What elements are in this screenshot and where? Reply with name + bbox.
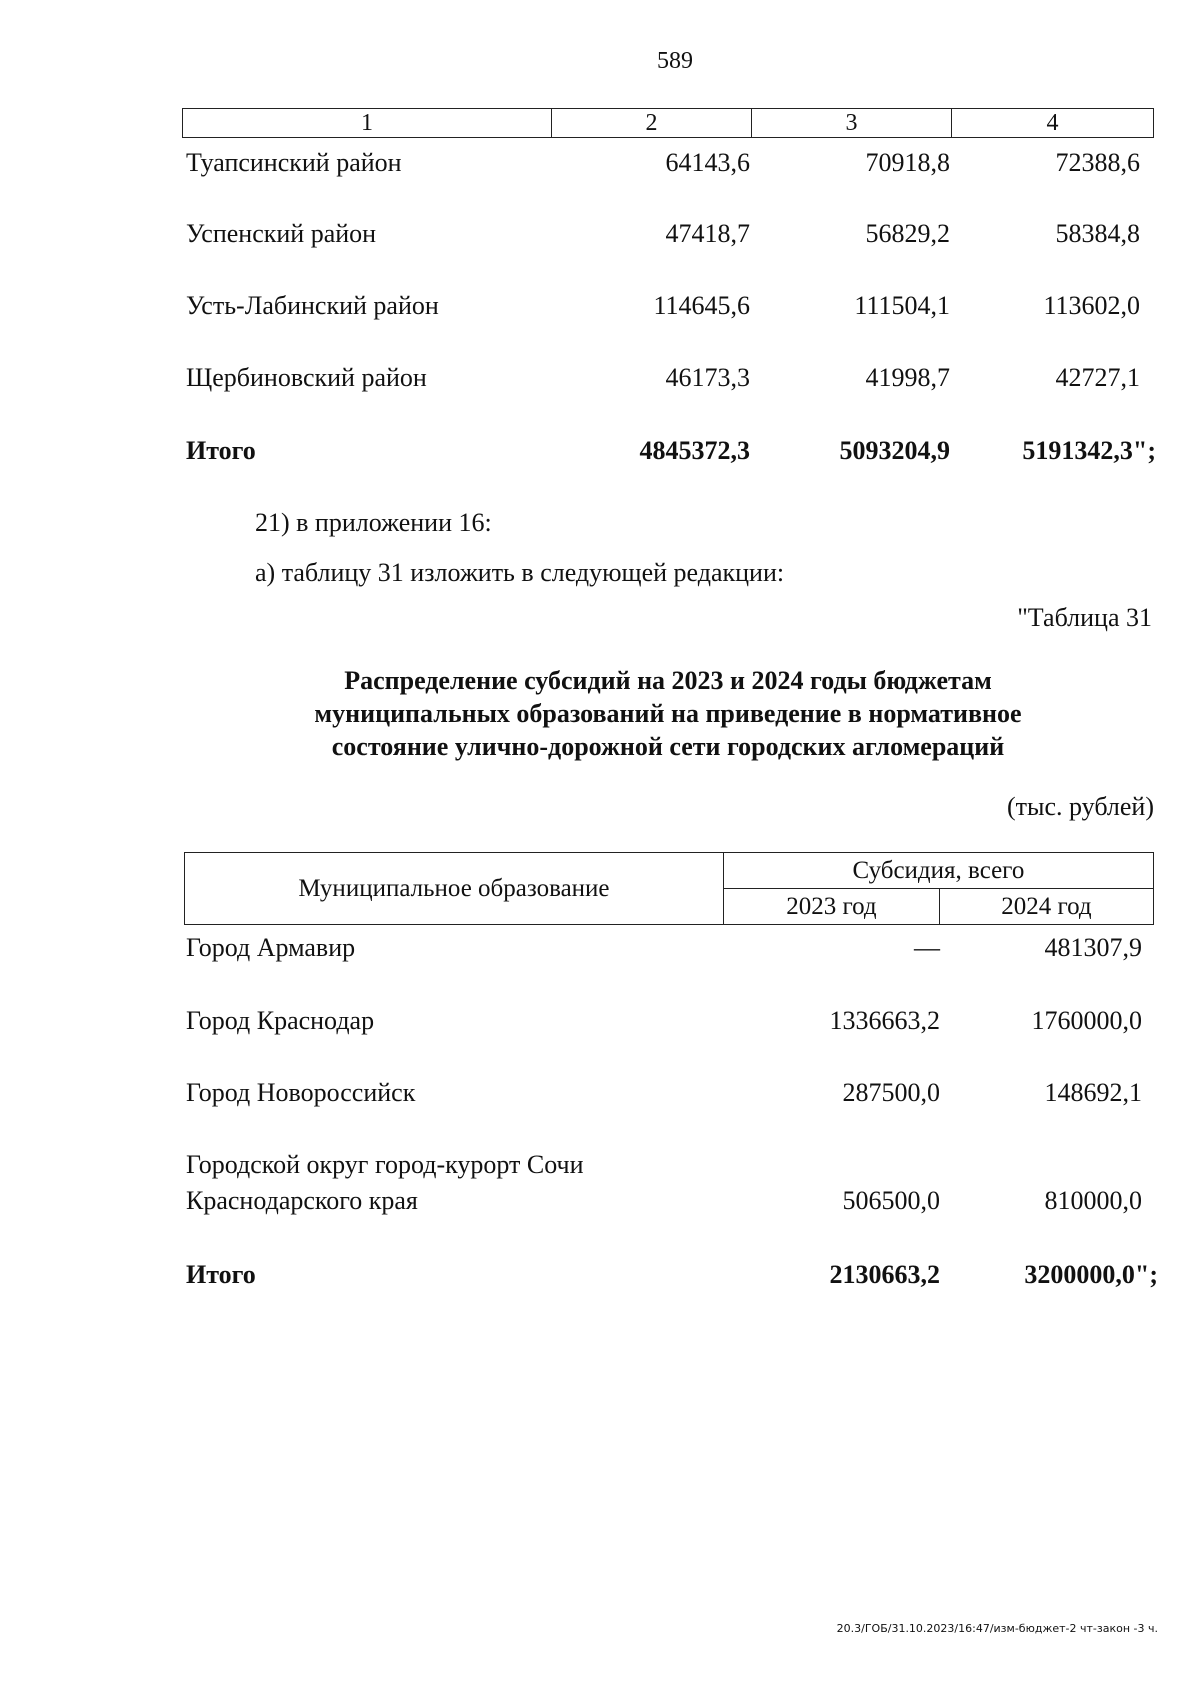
row-value-col4: 42727,1 <box>1055 363 1140 392</box>
total-value-col4: 5191342,3"; <box>1022 436 1156 465</box>
title-line: состояние улично-дорожной сети городских агломераций <box>331 732 1005 761</box>
total-value-2023: 2130663,2 <box>829 1260 940 1289</box>
row-name-line1: Городской округ город-курорт Сочи <box>186 1150 584 1179</box>
row-value-2023: 287500,0 <box>842 1078 940 1107</box>
row-value-col3: 41998,7 <box>865 363 950 392</box>
row-name: Город Армавир <box>186 933 356 962</box>
row-value-2023: — <box>914 933 940 962</box>
table1-col4-header: 4 <box>952 109 1154 138</box>
page-number: 589 <box>657 48 693 74</box>
row-value-col2: 114645,6 <box>653 291 750 320</box>
total-value-col2: 4845372,3 <box>639 436 750 465</box>
table1-col3-header: 3 <box>752 109 952 138</box>
units-label: (тыс. рублей) <box>1006 792 1154 821</box>
total-label: Итого <box>186 436 256 465</box>
row-value-2024: 810000,0 <box>1044 1186 1142 1215</box>
row-value-col2: 64143,6 <box>665 148 750 177</box>
table1-header <box>182 108 1154 138</box>
row-name: Щербиновский район <box>186 363 427 392</box>
row-name: Усть-Лабинский район <box>186 291 439 320</box>
total-value-col3: 5093204,9 <box>839 436 950 465</box>
paragraph-amendment-item: 21) в приложении 16: <box>255 508 492 537</box>
paragraph-amendment-subitem: а) таблицу 31 изложить в следующей редакции: <box>255 558 785 587</box>
row-name-line2: Краснодарского края <box>186 1186 418 1215</box>
total-label: Итого <box>186 1260 256 1289</box>
row-value-2023: 506500,0 <box>842 1186 940 1215</box>
row-value-2023: 1336663,2 <box>829 1006 940 1035</box>
title-line: муниципальных образований на приведение в нормативное <box>314 699 1022 728</box>
row-name: Город Краснодар <box>186 1006 375 1035</box>
table1-col2-header: 2 <box>552 109 752 138</box>
table2-header <box>184 852 1154 925</box>
row-name: Город Новороссийск <box>186 1078 416 1107</box>
header-municipality: Муниципальное образование <box>185 853 724 925</box>
row-name: Успенский район <box>186 219 377 248</box>
row-value-2024: 1760000,0 <box>1031 1006 1142 1035</box>
row-value-2024: 148692,1 <box>1044 1078 1142 1107</box>
row-value-col3: 56829,2 <box>865 219 950 248</box>
table-label: "Таблица 31 <box>1017 603 1152 632</box>
row-value-col2: 46173,3 <box>665 363 750 392</box>
row-value-col3: 111504,1 <box>854 291 950 320</box>
row-value-col4: 58384,8 <box>1055 219 1140 248</box>
header-subsidy-total: Субсидия, всего <box>723 853 1153 889</box>
footer-doc-code: 20.3/ГОБ/31.10.2023/16:47/изм-бюджет-2 чт-закон -3 ч. <box>836 1622 1158 1635</box>
header-year-2023: 2023 год <box>723 889 939 925</box>
row-value-col2: 47418,7 <box>665 219 750 248</box>
row-value-col4: 113602,0 <box>1043 291 1140 320</box>
row-value-col4: 72388,6 <box>1055 148 1140 177</box>
row-value-col3: 70918,8 <box>865 148 950 177</box>
row-name: Туапсинский район <box>186 148 402 177</box>
header-year-2024: 2024 год <box>939 889 1153 925</box>
table1-col1-header: 1 <box>183 109 552 138</box>
title-line: Распределение субсидий на 2023 и 2024 годы бюджетам <box>344 666 992 695</box>
total-value-2024: 3200000,0"; <box>1024 1260 1158 1289</box>
row-value-2024: 481307,9 <box>1044 933 1142 962</box>
table-title <box>182 664 1154 763</box>
